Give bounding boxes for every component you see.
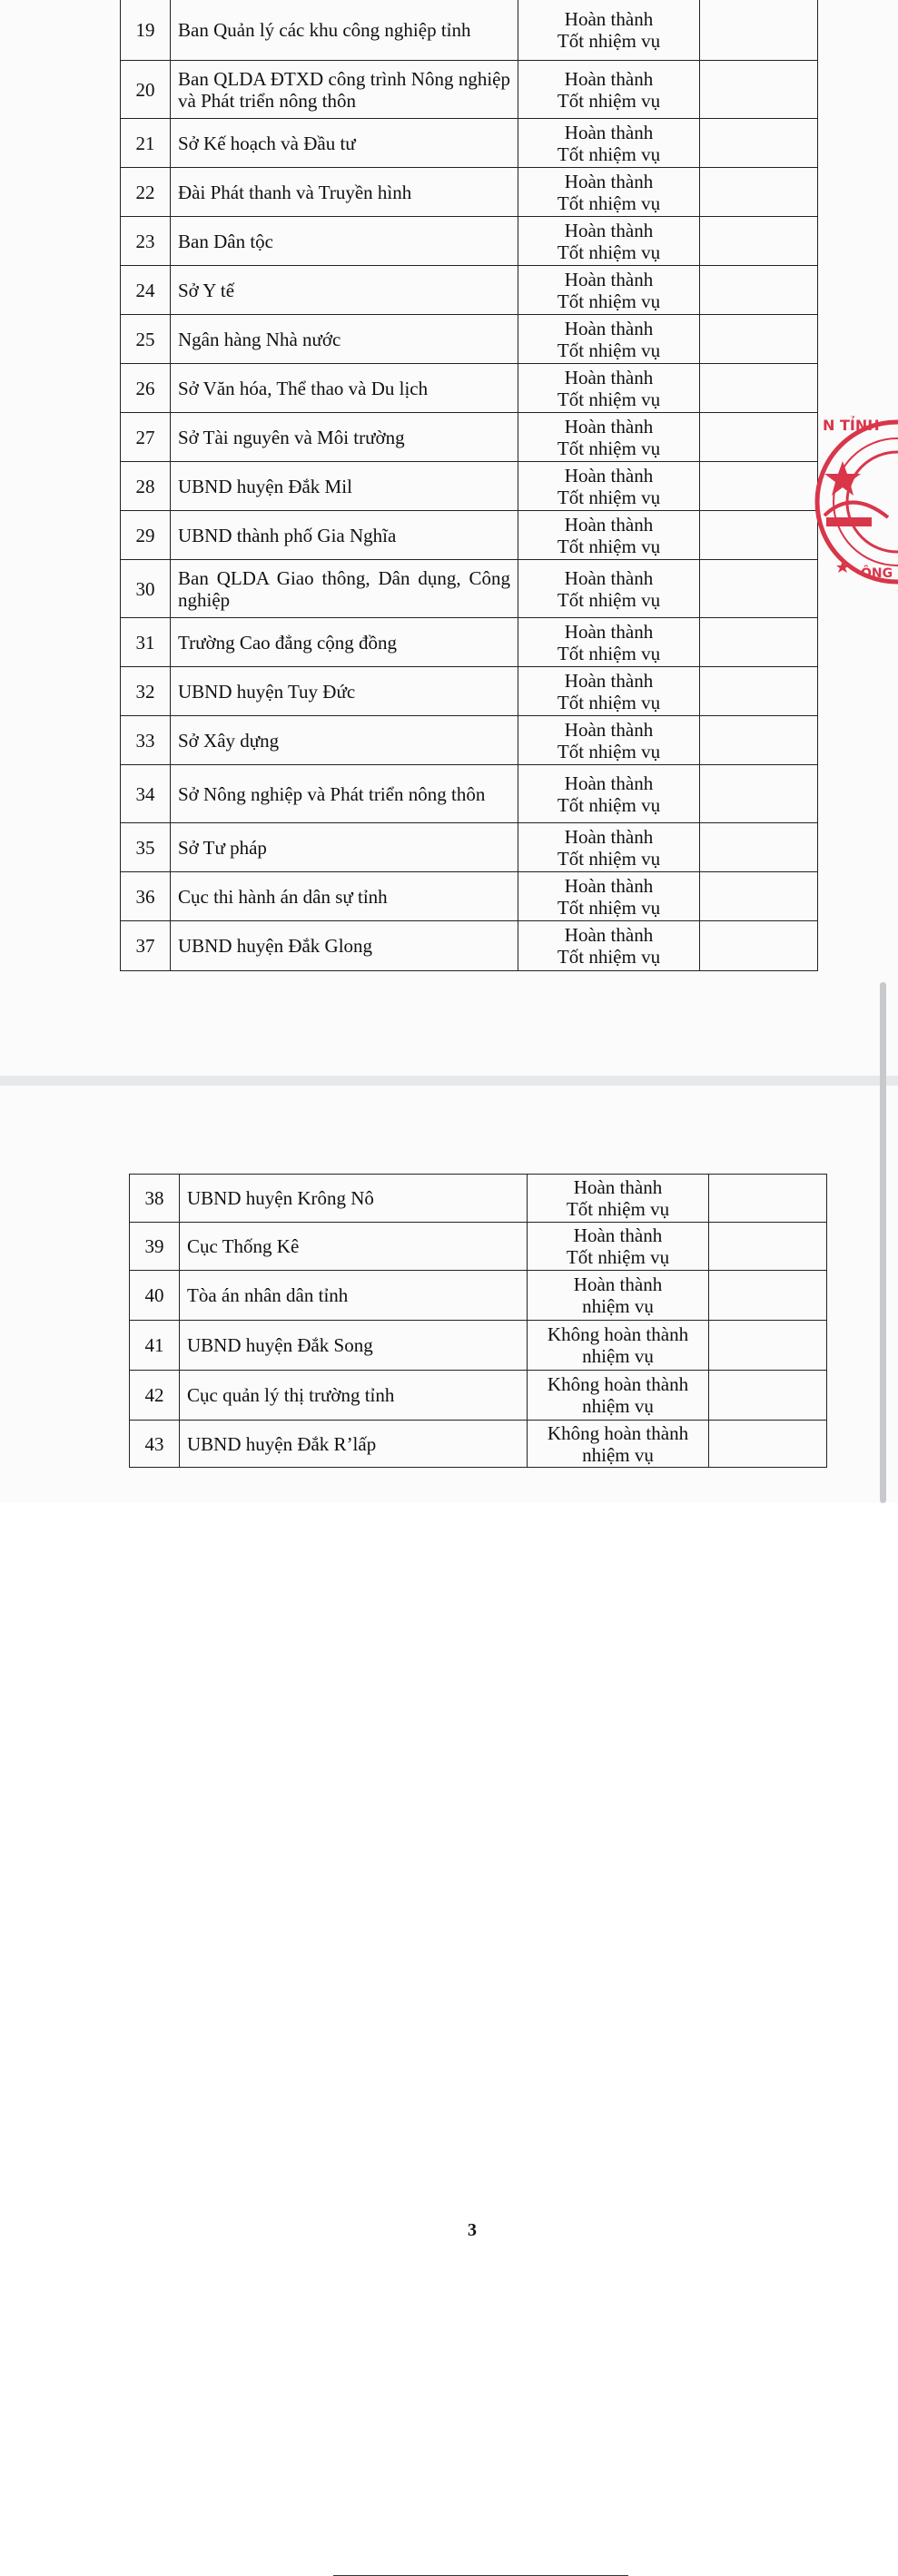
table-row <box>121 0 818 61</box>
notes-cell <box>709 1371 827 1421</box>
notes-cell <box>700 61 818 119</box>
rating-cell <box>518 413 700 462</box>
notes-cell <box>700 364 818 413</box>
table-row <box>121 61 818 119</box>
rating-cell <box>528 1371 709 1421</box>
table-row <box>121 266 818 315</box>
ranking-table-part-2 <box>129 1174 827 1468</box>
rating-cell <box>528 1321 709 1371</box>
rating-line-1: Không hoàn thành <box>547 1373 689 1395</box>
rating-line-1: Hoàn thành <box>564 317 654 339</box>
row-number: 36 <box>121 872 171 921</box>
table-row <box>130 1421 827 1468</box>
rating-line-1: Hoàn thành <box>564 566 654 589</box>
row-number: 29 <box>121 511 171 560</box>
notes-cell <box>700 560 818 618</box>
rating-line-2: Tốt nhiệm vụ <box>557 388 661 410</box>
rating-line-1: Hoàn thành <box>564 67 654 90</box>
notes-cell <box>700 921 818 971</box>
row-number: 24 <box>121 266 171 315</box>
row-number: 33 <box>121 716 171 765</box>
notes-cell <box>709 1421 827 1468</box>
rating-line-1: Hoàn thành <box>564 366 654 388</box>
rating-line-2: Tốt nhiệm vụ <box>557 192 661 214</box>
document-page-2[interactable] <box>0 0 898 1076</box>
unit-name: Tòa án nhân dân tỉnh <box>180 1271 528 1321</box>
rating-line-1: Hoàn thành <box>564 669 654 692</box>
table-row <box>121 119 818 168</box>
rating-line-2: Tốt nhiệm vụ <box>557 89 661 112</box>
unit-name: Sở Nông nghiệp và Phát triển nông thôn <box>171 765 518 823</box>
rating-cell <box>518 618 700 667</box>
row-number: 41 <box>130 1321 180 1371</box>
table-row <box>130 1371 827 1421</box>
row-number: 22 <box>121 168 171 217</box>
rating-line-1: Hoàn thành <box>564 7 654 30</box>
rating-line-1: Hoàn thành <box>564 415 654 438</box>
rating-cell <box>518 364 700 413</box>
rating-cell <box>518 921 700 971</box>
table-row <box>130 1321 827 1371</box>
unit-name: Sở Tài nguyên và Môi trường <box>171 413 518 462</box>
table-row <box>121 872 818 921</box>
rating-line-2: Tốt nhiệm vụ <box>557 793 661 816</box>
rating-cell <box>518 823 700 872</box>
rating-line-1: Hoàn thành <box>564 170 654 192</box>
unit-name: UBND huyện Krông Nô <box>180 1175 528 1223</box>
row-number: 40 <box>130 1271 180 1321</box>
unit-name: Đài Phát thanh và Truyền hình <box>171 168 518 217</box>
notes-cell <box>700 0 818 61</box>
notes-cell <box>700 511 818 560</box>
unit-name: UBND huyện Đắk Glong <box>171 921 518 971</box>
scrollbar-thumb[interactable] <box>880 982 886 1503</box>
rating-line-2: Tốt nhiệm vụ <box>557 535 661 557</box>
rating-line-2: Tốt nhiệm vụ <box>566 1246 670 1268</box>
rating-line-1: Hoàn thành <box>564 620 654 643</box>
row-number: 25 <box>121 315 171 364</box>
row-number: 39 <box>130 1223 180 1271</box>
row-number: 34 <box>121 765 171 823</box>
rating-cell <box>518 872 700 921</box>
rating-line-1: Hoàn thành <box>564 121 654 143</box>
unit-name: UBND huyện Đắk Mil <box>171 462 518 511</box>
notes-cell <box>700 315 818 364</box>
rating-line-2: Tốt nhiệm vụ <box>557 588 661 611</box>
unit-name: Ban Quản lý các khu công nghiệp tỉnh <box>171 0 518 61</box>
table-row <box>121 217 818 266</box>
unit-name: Trường Cao đẳng cộng đồng <box>171 618 518 667</box>
notes-cell <box>709 1321 827 1371</box>
svg-text:N TỈNH: N TỈNH <box>823 417 880 434</box>
table-row <box>121 511 818 560</box>
table-row <box>121 315 818 364</box>
rating-line-1: Hoàn thành <box>564 219 654 241</box>
unit-name: Sở Văn hóa, Thể thao và Du lịch <box>171 364 518 413</box>
rating-cell <box>518 0 700 61</box>
notes-cell <box>700 217 818 266</box>
notes-cell <box>709 1175 827 1223</box>
rating-line-2: Tốt nhiệm vụ <box>557 29 661 52</box>
rating-line-2: Tốt nhiệm vụ <box>557 946 661 968</box>
rating-line-2: Tốt nhiệm vụ <box>557 241 661 263</box>
rating-cell <box>518 765 700 823</box>
row-number: 37 <box>121 921 171 971</box>
rating-line-2: Tốt nhiệm vụ <box>557 339 661 361</box>
notes-cell <box>700 667 818 716</box>
row-number: 28 <box>121 462 171 511</box>
rating-cell <box>528 1421 709 1468</box>
rating-line-2: nhiệm vụ <box>582 1395 654 1417</box>
rating-cell <box>518 511 700 560</box>
table-row <box>121 667 818 716</box>
rating-cell <box>518 462 700 511</box>
rating-cell <box>518 716 700 765</box>
rating-line-2: Tốt nhiệm vụ <box>557 290 661 312</box>
notes-cell <box>700 872 818 921</box>
row-number: 42 <box>130 1371 180 1421</box>
notes-cell <box>700 618 818 667</box>
rating-line-1: Hoàn thành <box>564 924 654 946</box>
rating-line-2: Tốt nhiệm vụ <box>557 143 661 165</box>
rating-line-2: Tốt nhiệm vụ <box>557 642 661 664</box>
rating-line-1: Hoàn thành <box>573 1176 663 1198</box>
row-number: 38 <box>130 1175 180 1223</box>
table-row <box>121 823 818 872</box>
table-row <box>121 462 818 511</box>
row-number: 26 <box>121 364 171 413</box>
unit-name: Sở Tư pháp <box>171 823 518 872</box>
unit-name: UBND huyện Đắk R’lấp <box>180 1421 528 1468</box>
unit-name: UBND thành phố Gia Nghĩa <box>171 511 518 560</box>
unit-name: Sở Y tế <box>171 266 518 315</box>
rating-cell <box>528 1175 709 1223</box>
notes-cell <box>700 716 818 765</box>
table-row <box>130 1223 827 1271</box>
notes-cell <box>700 413 818 462</box>
table-row <box>121 716 818 765</box>
rating-line-1: Hoàn thành <box>564 464 654 487</box>
rating-line-2: Tốt nhiệm vụ <box>557 437 661 459</box>
row-number: 21 <box>121 119 171 168</box>
page-separator <box>0 1076 898 1086</box>
rating-cell <box>518 266 700 315</box>
notes-cell <box>700 462 818 511</box>
notes-cell <box>709 1271 827 1321</box>
ranking-table-part-1 <box>120 0 818 971</box>
unit-name: Sở Xây dựng <box>171 716 518 765</box>
row-number: 32 <box>121 667 171 716</box>
rating-line-1: Không hoàn thành <box>547 1421 689 1444</box>
row-number: 31 <box>121 618 171 667</box>
notes-cell <box>700 119 818 168</box>
rating-cell <box>518 560 700 618</box>
rating-line-1: Hoàn thành <box>573 1224 663 1246</box>
rating-cell <box>518 667 700 716</box>
notes-cell <box>700 266 818 315</box>
table-row <box>121 618 818 667</box>
rating-line-2: nhiệm vụ <box>582 1443 654 1466</box>
svg-text:ÔNG: ÔNG <box>861 566 893 581</box>
rating-line-1: Hoàn thành <box>564 268 654 290</box>
rating-line-2: Tốt nhiệm vụ <box>557 740 661 762</box>
table-row <box>121 364 818 413</box>
rating-cell <box>518 119 700 168</box>
rating-line-1: Hoàn thành <box>564 825 654 848</box>
table-row <box>121 168 818 217</box>
unit-name: UBND huyện Tuy Đức <box>171 667 518 716</box>
unit-name: Ban QLDA Giao thông, Dân dụng, Công nghiệp <box>171 560 518 618</box>
row-number: 43 <box>130 1421 180 1468</box>
rating-line-1: Hoàn thành <box>564 513 654 536</box>
table-row <box>121 921 818 971</box>
notes-cell <box>709 1223 827 1271</box>
rating-line-1: Hoàn thành <box>564 772 654 794</box>
rating-line-2: Tốt nhiệm vụ <box>557 896 661 919</box>
row-number: 35 <box>121 823 171 872</box>
page-number: 3 <box>468 2220 477 2240</box>
rating-line-2: nhiệm vụ <box>582 1345 654 1367</box>
table-row <box>130 1271 827 1321</box>
rating-cell <box>518 315 700 364</box>
rating-line-1: Hoàn thành <box>573 1273 663 1295</box>
table-row <box>121 413 818 462</box>
rating-line-1: Hoàn thành <box>564 874 654 897</box>
notes-cell <box>700 765 818 823</box>
unit-name: Ban QLDA ĐTXD công trình Nông nghiệp và Phát triển nông thôn <box>171 61 518 119</box>
rating-line-2: Tốt nhiệm vụ <box>557 847 661 870</box>
table-row <box>130 1175 827 1223</box>
table-row <box>121 765 818 823</box>
row-number: 19 <box>121 0 171 61</box>
row-number: 30 <box>121 560 171 618</box>
row-number: 23 <box>121 217 171 266</box>
row-number: 27 <box>121 413 171 462</box>
rating-cell <box>528 1223 709 1271</box>
rating-cell <box>518 168 700 217</box>
unit-name: Cục thi hành án dân sự tỉnh <box>171 872 518 921</box>
rating-cell <box>518 61 700 119</box>
notes-cell <box>700 168 818 217</box>
row-number: 20 <box>121 61 171 119</box>
rating-line-2: Tốt nhiệm vụ <box>566 1198 670 1220</box>
unit-name: Sở Kế hoạch và Đầu tư <box>171 119 518 168</box>
unit-name: UBND huyện Đắk Song <box>180 1321 528 1371</box>
rating-cell <box>528 1271 709 1321</box>
official-seal-icon <box>806 416 898 588</box>
notes-cell <box>700 823 818 872</box>
rating-line-1: Không hoàn thành <box>547 1323 689 1345</box>
rating-line-1: Hoàn thành <box>564 718 654 741</box>
rating-cell <box>518 217 700 266</box>
unit-name: Cục Thống Kê <box>180 1223 528 1271</box>
rating-line-2: Tốt nhiệm vụ <box>557 486 661 508</box>
table-row <box>121 560 818 618</box>
unit-name: Ngân hàng Nhà nước <box>171 315 518 364</box>
unit-name: Cục quản lý thị trường tỉnh <box>180 1371 528 1421</box>
rating-line-2: Tốt nhiệm vụ <box>557 691 661 713</box>
rating-line-2: nhiệm vụ <box>582 1295 654 1317</box>
unit-name: Ban Dân tộc <box>171 217 518 266</box>
